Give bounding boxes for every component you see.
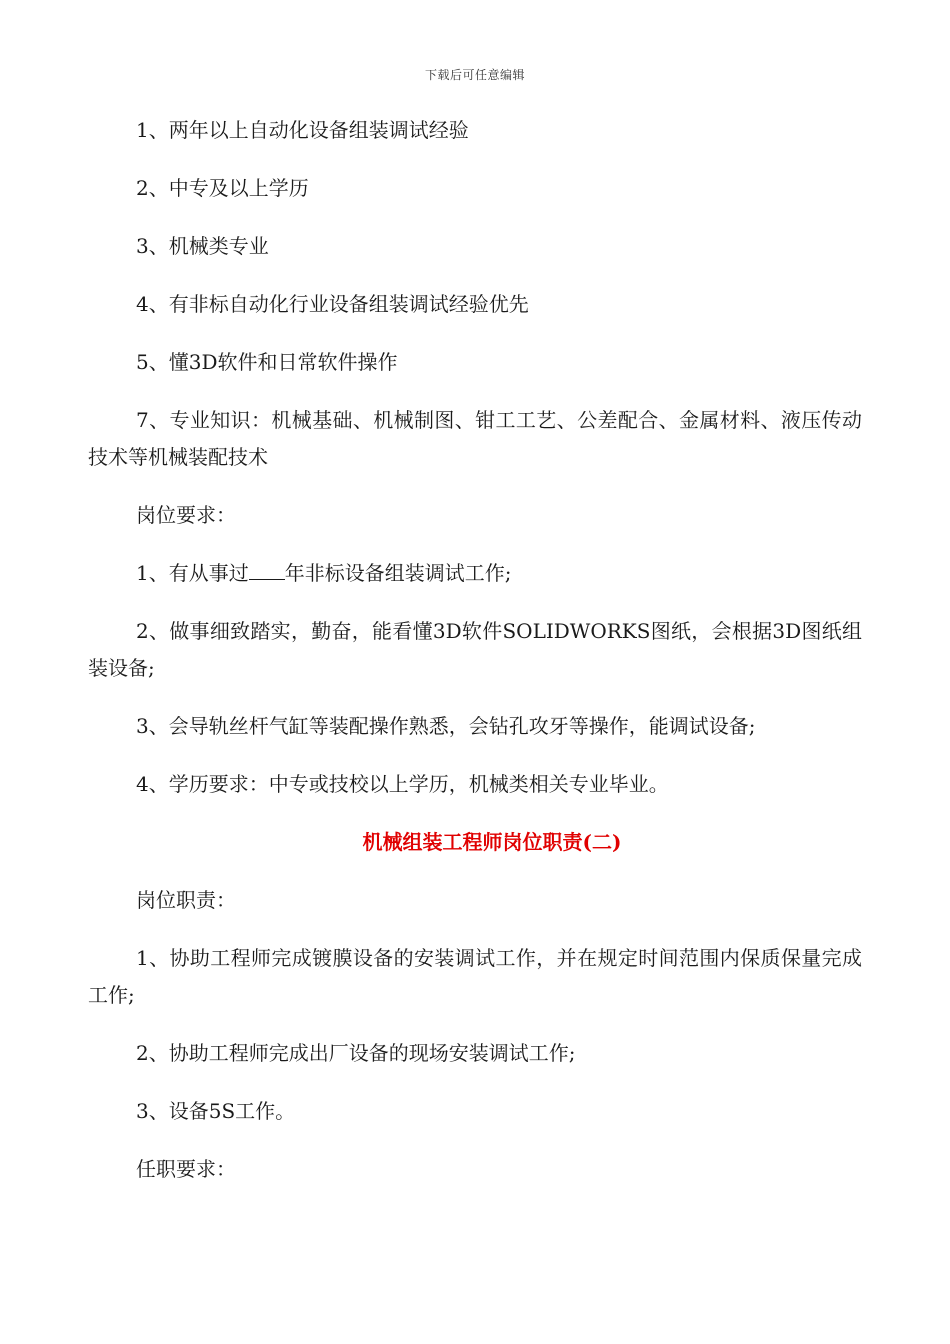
list-item: 4、学历要求：中专或技校以上学历，机械类相关专业毕业。 [136, 772, 669, 796]
requirements-heading: 岗位要求： [136, 503, 236, 527]
list-item: 4、有非标自动化行业设备组装调试经验优先 [136, 292, 529, 316]
list-item: 2、做事细致踏实，勤奋，能看懂3D软件SOLIDWORKS图纸，会根据3D图纸组装设备; [88, 619, 862, 680]
list-item: 3、设备5S工作。 [136, 1099, 296, 1123]
header-note: 下载后可任意编辑 [424, 68, 525, 82]
list-item: 7、专业知识：机械基础、机械制图、钳工工艺、公差配合、金属材料、液压传动技术等机械装配技术 [88, 408, 862, 469]
list-item: 2、协助工程师完成出厂设备的现场安装调试工作; [136, 1041, 576, 1065]
list-item: 3、会导轨丝杆气缸等装配操作熟悉，会钻孔攻牙等操作，能调试设备; [136, 714, 756, 738]
requirement-item-1 [88, 555, 862, 592]
document-body [88, 112, 862, 1209]
list-item: 5、懂3D软件和日常软件操作 [136, 350, 398, 374]
qualifications-heading: 任职要求： [136, 1157, 236, 1181]
section-title: 机械组装工程师岗位职责(二) [362, 830, 622, 854]
list-item: 1、协助工程师完成镀膜设备的安装调试工作，并在规定时间范围内保质保量完成工作; [88, 946, 862, 1007]
requirement-item-1-suffix: 年非标设备组装调试工作; [284, 561, 512, 585]
requirement-item-1-prefix: 1、有从事过 [136, 561, 249, 585]
fill-in-blank [249, 559, 285, 580]
list-item: 2、中专及以上学历 [136, 176, 309, 200]
list-item: 3、机械类专业 [136, 234, 269, 258]
list-item: 1、两年以上自动化设备组装调试经验 [136, 118, 469, 142]
duties-heading: 岗位职责： [136, 888, 236, 912]
